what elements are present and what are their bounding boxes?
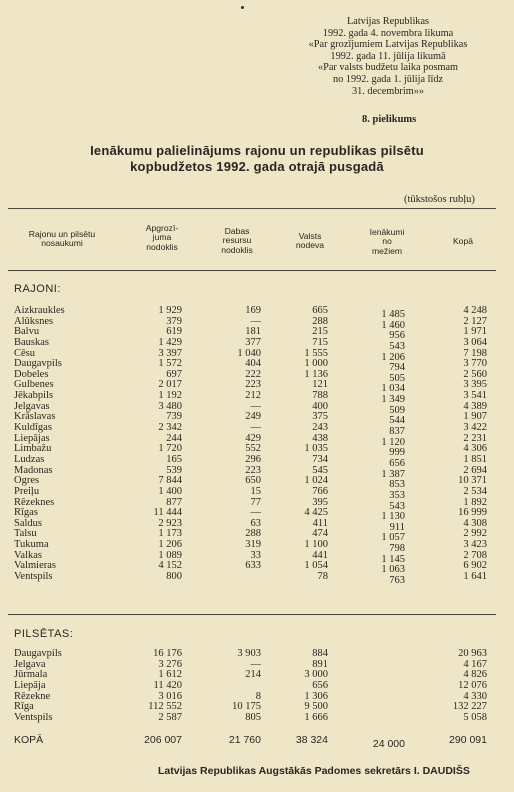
title-line-1: Ienākumu palielinājums rajonu un republikas pilsētu [90, 143, 424, 158]
value-cell: 3 395 [463, 379, 487, 391]
value-cell: 1 666 [304, 711, 328, 723]
value-cell: 206 007 [144, 734, 182, 746]
header-line: 1992. gada 4. novembra likuma [322, 27, 454, 39]
value-cell: 2 342 [158, 422, 182, 434]
value-cell: 212 [245, 390, 261, 402]
value-cell: 2 708 [463, 549, 487, 561]
value-cell: 656 [389, 457, 405, 469]
value-cell: 1 907 [463, 411, 487, 423]
value-cell: 800 [166, 571, 182, 583]
value-cell: 1 034 [381, 383, 405, 395]
value-cell: 10 371 [458, 475, 487, 487]
column-header-line: nodeva [295, 240, 325, 251]
row-name-cell: Preiļu [14, 485, 40, 497]
value-cell: 1 460 [381, 319, 405, 331]
value-cell: 1 173 [158, 528, 182, 540]
row-name-cell: Daugavpils [14, 358, 62, 370]
value-cell: 697 [166, 368, 182, 380]
value-cell: 353 [389, 489, 405, 501]
row-name-cell: Balvu [14, 326, 40, 338]
value-cell: 543 [389, 500, 405, 512]
value-cell: 15 [250, 485, 261, 497]
value-cell: 16 176 [153, 648, 182, 659]
cities-table [0, 649, 514, 723]
column-header-line: Dabas [224, 226, 250, 236]
value-cell: 853 [389, 479, 405, 491]
row-name-cell: Dobeles [14, 368, 49, 380]
value-cell: 656 [312, 679, 328, 691]
value-cell: 3 064 [463, 336, 487, 348]
column-header-total [438, 237, 488, 246]
value-cell: 7 844 [158, 475, 182, 487]
row-name-cell: Rīgas [14, 507, 38, 519]
column-header-line: Kopā [452, 236, 474, 246]
value-cell: 715 [312, 336, 328, 348]
value-cell: 404 [245, 358, 261, 370]
value-cell: 7 198 [463, 347, 487, 359]
value-cell: 11 420 [153, 679, 182, 691]
title-line-2: kopbudžetos 1992. gada otrajā pusgadā [130, 159, 384, 174]
value-cell: 169 [245, 305, 261, 316]
row-name-cell: KOPĀ [14, 734, 44, 746]
value-cell: 1 057 [381, 532, 405, 544]
value-cell: 132 227 [452, 701, 487, 713]
value-cell: 1 100 [304, 539, 328, 551]
units-note: (tūkstošos rubļu) [404, 194, 475, 205]
value-cell: 1 192 [158, 390, 182, 402]
row-name-cell: Tukuma [14, 539, 49, 551]
column-header-line: nosaukumi [41, 238, 83, 249]
value-cell: 1 024 [304, 475, 328, 487]
section-label-cities: PILSĒTAS: [14, 628, 74, 640]
value-cell: 223 [245, 379, 261, 391]
value-cell: 8 [255, 690, 261, 702]
value-cell: — [250, 400, 261, 412]
city-row [0, 681, 514, 692]
row-name-cell: Jēkabpils [14, 390, 54, 402]
value-cell: 1 145 [381, 553, 405, 565]
row-name-cell: Rīga [14, 701, 34, 713]
value-cell: 2 694 [463, 464, 487, 476]
row-name-cell: Kuldīgas [14, 422, 52, 434]
law-reference-header [270, 16, 506, 97]
value-cell: 1 206 [381, 351, 405, 363]
value-cell: 1 306 [304, 690, 328, 702]
value-cell: 411 [312, 517, 328, 529]
column-header-line: Apgrozī- [145, 223, 179, 233]
value-cell: 3 000 [304, 669, 328, 681]
value-cell: 77 [250, 496, 261, 508]
value-cell: 1 971 [463, 326, 487, 338]
header-line: 31. decembrim»» [351, 85, 425, 97]
value-cell: 798 [389, 543, 405, 555]
column-header-line: nodoklis [146, 241, 178, 252]
value-cell: 9 500 [304, 701, 328, 713]
value-cell: 377 [245, 336, 261, 348]
value-cell: 956 [389, 330, 405, 342]
total-row [0, 734, 514, 750]
column-header-line: Valsts [298, 231, 322, 241]
value-cell: 4 308 [463, 517, 487, 529]
row-name-cell: Ventspils [14, 711, 53, 723]
value-cell: 379 [166, 315, 182, 327]
value-cell: 38 324 [295, 734, 328, 746]
value-cell: 1 929 [158, 305, 182, 316]
column-header-line: Rajonu un pilsētu [28, 229, 96, 239]
value-cell: 619 [166, 326, 182, 338]
value-cell: 3 276 [158, 658, 182, 670]
value-cell: 4 306 [463, 443, 487, 455]
row-name-cell: Limbažu [14, 443, 52, 455]
value-cell: 2 534 [463, 485, 487, 497]
column-header-line: Ienākumi [369, 227, 405, 237]
value-cell: 3 423 [463, 539, 487, 551]
value-cell: 1 387 [381, 468, 405, 480]
value-cell: 1 641 [463, 571, 487, 583]
value-cell: 2 017 [158, 379, 182, 391]
value-cell: 4 389 [463, 400, 487, 412]
value-cell: 1 206 [158, 539, 182, 551]
value-cell: — [250, 507, 261, 519]
value-cell: 181 [245, 326, 261, 338]
value-cell: 4 152 [158, 560, 182, 572]
value-cell: 1 485 [381, 309, 405, 320]
row-name-cell: Valkas [14, 549, 42, 561]
value-cell: 1 040 [237, 347, 261, 359]
value-cell: 4 248 [463, 305, 487, 316]
row-name-cell: Madonas [14, 464, 53, 476]
value-cell: 3 541 [463, 390, 487, 402]
value-cell: 763 [389, 575, 405, 587]
value-cell: 1 136 [304, 368, 328, 380]
value-cell: 877 [166, 496, 182, 508]
value-cell: 3 903 [237, 648, 261, 659]
value-cell: 1 892 [463, 496, 487, 508]
value-cell: 633 [245, 560, 261, 572]
row-name-cell: Valmieras [14, 560, 56, 572]
district-row [0, 571, 514, 587]
value-cell: 2 587 [158, 711, 182, 723]
city-row [0, 670, 514, 681]
value-cell: 891 [312, 658, 328, 670]
row-name-cell: Rēzekne [14, 690, 51, 702]
row-name-cell: Ogres [14, 475, 40, 487]
value-cell: 1 572 [158, 358, 182, 370]
value-cell: 214 [245, 669, 261, 681]
row-name-cell: Gulbenes [14, 379, 54, 391]
value-cell: 650 [245, 475, 261, 487]
column-header-line: nodoklis [221, 244, 253, 255]
value-cell: 288 [312, 315, 328, 327]
section-label-districts: RAJONI: [14, 283, 61, 295]
value-cell: 999 [389, 447, 405, 459]
value-cell: — [250, 658, 261, 670]
value-cell: 3 397 [158, 347, 182, 359]
value-cell: 2 992 [463, 528, 487, 540]
value-cell: 552 [245, 443, 261, 455]
value-cell: 21 760 [228, 734, 261, 746]
value-cell: 3 770 [463, 358, 487, 370]
value-cell: 545 [312, 464, 328, 476]
city-row [0, 713, 514, 724]
districts-table [0, 305, 514, 587]
value-cell: 296 [245, 453, 261, 465]
table-top-rule [8, 208, 496, 209]
value-cell: 249 [245, 411, 261, 423]
value-cell: 1 349 [381, 394, 405, 406]
value-cell: 3 422 [463, 422, 487, 434]
column-header-line: no [382, 236, 392, 247]
value-cell: 539 [166, 464, 182, 476]
row-name-cell: Jelgavas [14, 400, 50, 412]
value-cell: 884 [312, 648, 328, 659]
row-name-cell: Alūksnes [14, 315, 54, 327]
header-line: 1992. gada 11. jūlija likumā [330, 50, 446, 62]
column-header-line: juma [152, 232, 172, 243]
column-header-line: resursu [222, 235, 252, 246]
value-cell: 78 [317, 571, 328, 583]
document-title [40, 143, 474, 175]
value-cell: 739 [166, 411, 182, 423]
value-cell: 3 480 [158, 400, 182, 412]
value-cell: 766 [312, 485, 328, 497]
value-cell: — [250, 315, 261, 327]
value-cell: 509 [389, 404, 405, 416]
value-cell: 544 [389, 415, 405, 427]
value-cell: 16 999 [458, 507, 487, 519]
value-cell: 837 [389, 426, 405, 438]
value-cell: 441 [312, 549, 328, 561]
value-cell: 12 076 [458, 679, 487, 691]
row-name-cell: Ventspils [14, 571, 53, 583]
value-cell: 319 [245, 539, 261, 551]
value-cell: 505 [389, 372, 405, 384]
value-cell: 1 063 [381, 564, 405, 576]
value-cell: 1 400 [158, 485, 182, 497]
column-header-line: mežiem [371, 245, 403, 256]
value-cell: 734 [312, 453, 328, 465]
section-divider-rule [8, 614, 496, 615]
value-cell: 429 [245, 432, 261, 444]
column-header-names [10, 230, 114, 249]
value-cell: 474 [312, 528, 328, 540]
row-name-cell: Saldus [14, 517, 43, 529]
value-cell: 165 [166, 453, 182, 465]
value-cell: 4 167 [463, 658, 487, 670]
row-name-cell: Aizkraukles [14, 305, 65, 316]
total-row-container [0, 734, 514, 750]
row-name-cell: Jelgava [14, 658, 46, 670]
value-cell: 4 826 [463, 669, 487, 681]
value-cell: 4 425 [304, 507, 328, 519]
row-name-cell: Liepāja [14, 679, 46, 691]
value-cell: 24 000 [372, 738, 405, 750]
header-line: Latvijas Republikas [346, 16, 430, 27]
value-cell: 1 035 [304, 443, 328, 455]
value-cell: 911 [389, 521, 405, 533]
value-cell: 6 902 [463, 560, 487, 572]
row-name-cell: Cēsu [14, 347, 35, 359]
value-cell: 1 612 [158, 669, 182, 681]
value-cell: 288 [245, 528, 261, 540]
row-name-cell: Jūrmala [14, 669, 48, 681]
header-line: «Par grozījumiem Latvijas Republikas [308, 39, 468, 51]
value-cell: 2 560 [463, 368, 487, 380]
value-cell: 5 058 [463, 711, 487, 723]
row-name-cell: Talsu [14, 528, 37, 540]
value-cell: 1 720 [158, 443, 182, 455]
appendix-label: 8. pielikums [362, 114, 417, 125]
column-header-forest-income [356, 228, 418, 256]
value-cell: 223 [245, 464, 261, 476]
value-cell: 4 330 [463, 690, 487, 702]
value-cell: 20 963 [458, 648, 487, 659]
value-cell: 243 [312, 422, 328, 434]
value-cell: 112 552 [148, 701, 182, 713]
value-cell: 1 429 [158, 336, 182, 348]
value-cell: 1 089 [158, 549, 182, 561]
row-name-cell: Bauskas [14, 336, 49, 348]
column-header-natural-resource-tax [206, 227, 268, 255]
column-header-turnover-tax [132, 224, 192, 252]
row-name-cell: Krāslavas [14, 411, 56, 423]
value-cell: — [250, 422, 261, 434]
print-speck [241, 6, 244, 9]
value-cell: 290 091 [449, 734, 487, 746]
value-cell: 3 016 [158, 690, 182, 702]
value-cell: 33 [250, 549, 261, 561]
value-cell: 10 175 [232, 701, 261, 713]
value-cell: 11 444 [153, 507, 182, 519]
value-cell: 665 [312, 305, 328, 316]
value-cell: 1 000 [304, 358, 328, 370]
value-cell: 1 120 [381, 436, 405, 448]
value-cell: 244 [166, 432, 182, 444]
header-line: no 1992. gada 1. jūlija līdz [332, 73, 444, 85]
value-cell: 438 [312, 432, 328, 444]
row-name-cell: Liepājas [14, 432, 50, 444]
value-cell: 2 231 [463, 432, 487, 444]
header-line: «Par valsts budžetu laika posmam [317, 62, 459, 74]
header-bottom-rule [8, 270, 496, 271]
value-cell: 788 [312, 390, 328, 402]
value-cell: 395 [312, 496, 328, 508]
value-cell: 1 054 [304, 560, 328, 572]
value-cell: 1 851 [463, 453, 487, 465]
row-name-cell: Daugavpils [14, 648, 62, 659]
value-cell: 2 923 [158, 517, 182, 529]
value-cell: 222 [245, 368, 261, 380]
value-cell: 375 [312, 411, 328, 423]
value-cell: 794 [389, 362, 405, 374]
value-cell: 805 [245, 711, 261, 723]
value-cell: 1 130 [381, 511, 405, 523]
value-cell: 400 [312, 400, 328, 412]
row-name-cell: Rēzeknes [14, 496, 55, 508]
value-cell: 1 555 [304, 347, 328, 359]
value-cell: 121 [312, 379, 328, 391]
value-cell: 215 [312, 326, 328, 338]
value-cell: 63 [250, 517, 261, 529]
row-name-cell: Ludzas [14, 453, 45, 465]
district-row [0, 560, 514, 576]
column-header-state-duty [282, 232, 338, 251]
value-cell: 543 [389, 340, 405, 352]
signature-line: Latvijas Republikas Augstākās Padomes sekretārs I. DAUDIŠS [158, 765, 470, 777]
value-cell: 2 127 [463, 315, 487, 327]
